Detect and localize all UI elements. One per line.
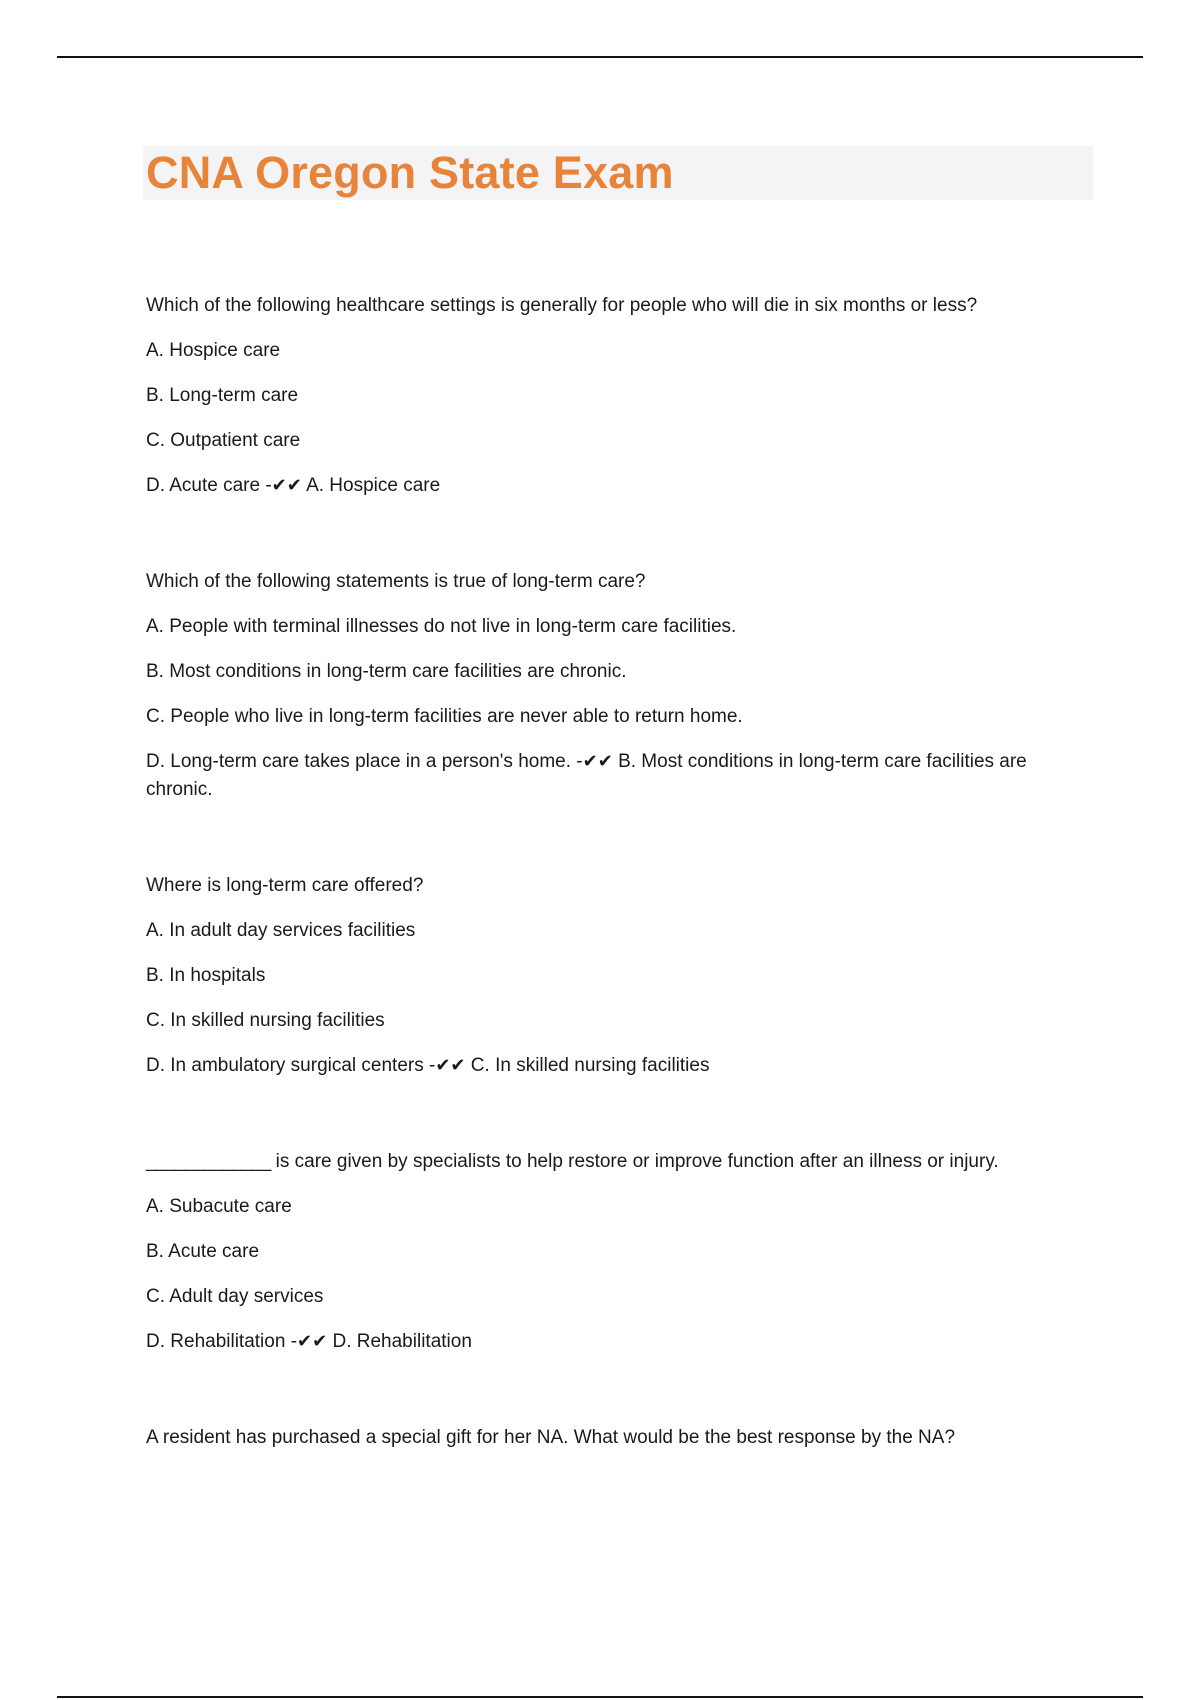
option-d-with-answer xyxy=(146,1052,1096,1080)
option-c: C. In skilled nursing facilities xyxy=(146,1010,385,1031)
option-c: C. People who live in long-term facilities are never able to return home. xyxy=(146,706,743,727)
question-2 xyxy=(146,568,1096,804)
answer-text: B. Most conditions in long-term care facilities are chronic. xyxy=(146,751,1027,800)
question-prompt: Which of the following statements is true of long-term care? xyxy=(146,571,646,592)
question-4 xyxy=(146,1148,1096,1356)
footer-rule xyxy=(57,1696,1143,1698)
option-d: D. Rehabilitation - xyxy=(146,1331,298,1352)
option-b: B. Acute care xyxy=(146,1241,260,1262)
option-b: B. In hospitals xyxy=(146,965,266,986)
checkmark-icon: ✔✔ xyxy=(271,475,302,496)
option-a: A. People with terminal illnesses do not live in long-term care facilities. xyxy=(146,616,737,637)
option-c: C. Outpatient care xyxy=(146,430,301,451)
option-d: D. Long-term care takes place in a person's home. - xyxy=(146,751,583,772)
question-3 xyxy=(146,872,1096,1080)
question-prompt-line xyxy=(146,1148,1096,1176)
option-d: D. In ambulatory surgical centers - xyxy=(146,1055,436,1076)
answer-text: D. Rehabilitation xyxy=(332,1331,472,1352)
option-d-with-answer xyxy=(146,472,1096,500)
question-prompt: Which of the following healthcare settings is generally for people who will die in six months or less? xyxy=(146,295,978,316)
option-a: A. In adult day services facilities xyxy=(146,920,416,941)
option-c: C. Adult day services xyxy=(146,1286,324,1307)
option-b: B. Most conditions in long-term care facilities are chronic. xyxy=(146,661,627,682)
option-a: A. Subacute care xyxy=(146,1196,292,1217)
option-b: B. Long-term care xyxy=(146,385,299,406)
header-rule xyxy=(57,56,1143,58)
question-5 xyxy=(146,1424,1096,1469)
option-d: D. Acute care - xyxy=(146,475,272,496)
fill-in-blank: _____________ xyxy=(146,1151,271,1172)
checkmark-icon: ✔✔ xyxy=(297,1331,328,1352)
checkmark-icon: ✔✔ xyxy=(435,1055,466,1076)
question-prompt: is care given by specialists to help restore or improve function after an illness or injury. xyxy=(270,1151,999,1172)
answer-text: A. Hospice care xyxy=(306,475,441,496)
question-1 xyxy=(146,292,1096,500)
option-a: A. Hospice care xyxy=(146,340,281,361)
question-prompt: A resident has purchased a special gift for her NA. What would be the best response by the NA? xyxy=(146,1427,956,1448)
page-title: CNA Oregon State Exam xyxy=(146,147,674,198)
option-d-with-answer xyxy=(146,1328,1096,1356)
answer-text: C. In skilled nursing facilities xyxy=(470,1055,710,1076)
checkmark-icon: ✔✔ xyxy=(582,751,613,772)
option-d-with-answer xyxy=(146,748,1096,804)
question-prompt: Where is long-term care offered? xyxy=(146,875,424,896)
